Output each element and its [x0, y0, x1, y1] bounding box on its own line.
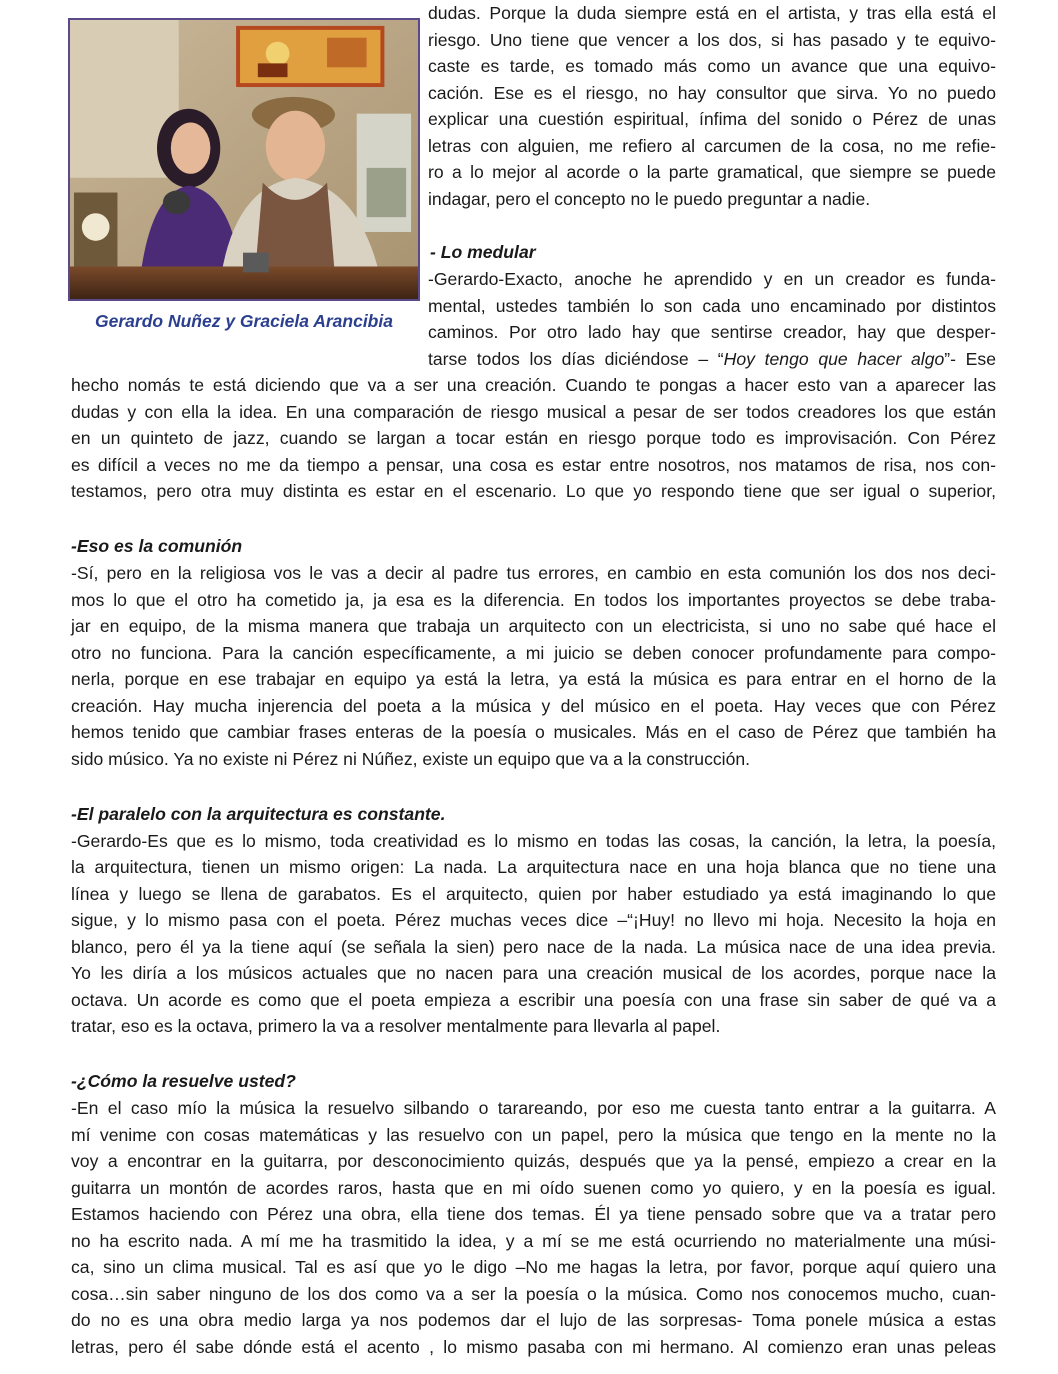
photo-caption: Gerardo Nuñez y Graciela Arancibia	[95, 311, 393, 331]
text-line: ca, sino un clima musical. Tal es así que yo le digo –No me hagas la letra, por favor, porque aquí quiero una	[71, 1257, 996, 1277]
text-line: caminos. Por otro lado hay que sentirse creador, hay que desper-	[428, 322, 996, 342]
text-line: es difícil a veces no me da tiempo a pensar, una cosa es estar entre nosotros, nos matamos de risa, nos con-	[71, 454, 996, 475]
section-heading-resuelve: -¿Cómo la resuelve usted?	[71, 1071, 296, 1091]
text-line: indagar, pero el concepto no le puedo preguntar a nadie.	[428, 188, 871, 209]
text-line: testamos, pero otra muy distinta es estar en el escenario. Lo que yo respondo tiene que ser igual o superior,	[71, 481, 996, 501]
text-line: Estamos haciendo con Pérez una obra, ella tiene dos temas. Él ya tiene pensado sobre que va a tratar pero	[71, 1204, 996, 1224]
quote-tail: ”- Ese	[944, 348, 996, 369]
text-line: tratar, eso es la octava, primero la va a resolver mentalmente para llevarla al papel.	[71, 1016, 721, 1036]
quote-lead: tarse todos los días diciéndose – “	[428, 348, 724, 369]
text-line: la arquitectura, tienen un mismo origen: La nada. La arquitectura nace en una hoja blanca que no tiene una	[71, 857, 996, 877]
text-line: letras con alguien, me refiero al carcumen de la cosa, no me refie-	[428, 135, 996, 156]
photo-illustration	[70, 20, 418, 299]
text-line: otro no funciona. Para la canción específicamente, a mi juicio se deben conocer profundamente para compo-	[71, 642, 996, 663]
text-line: sigue, y lo mismo pasa con el poeta. Pérez muchas veces dice –“¡Huy! no llevo mi hoja. Necesito la hoja en	[71, 910, 996, 930]
text-line: hecho nomás te está diciendo que va a ser una creación. Cuando te pongas a hacer esto van a aparecer las	[71, 375, 996, 395]
text-line: -En el caso mío la música la resuelvo silbando o tarareando, por eso me cuesta tanto entrar a la guitarra. A	[71, 1098, 996, 1118]
text-line: -Gerardo-Es que es lo mismo, toda creatividad es lo mismo en todas las cosas, la canción, la letra, la poesía,	[71, 830, 996, 851]
text-line-quote	[428, 346, 996, 373]
text-line: voy a encontrar en la guitarra, por desconocimiento quizás, después que ya la pensé, empiezo a crear en la	[71, 1151, 996, 1171]
section-heading-comunion: -Eso es la comunión	[71, 536, 243, 556]
text-line: línea y luego se llena de garabatos. Es el arquitecto, quien por haber estudiado ya está imaginando lo que	[71, 883, 996, 904]
text-line: -Gerardo-Exacto, anoche he aprendido y en un creador es funda-	[428, 269, 996, 289]
text-line: explicar una cuestión espiritual, ínfima del sonido o Pérez de unas	[428, 109, 996, 129]
text-line: sido músico. Ya no existe ni Pérez ni Núñez, existe un equipo que va a la construcción.	[71, 748, 751, 769]
text-line: hemos tenido que cambiar frases enteras de la poesía o musicales. Más en el caso de Pérez que también ha	[71, 722, 996, 742]
text-line: mos lo que el otro ha cometido ja, ja esa es la diferencia. En todos los importantes proyectos se debe traba-	[71, 589, 996, 610]
text-line: dudas. Porque la duda siempre está en el artista, y tras ella está el	[428, 3, 996, 23]
text-line: mental, ustedes también lo son cada uno encaminado por distintos	[428, 295, 996, 316]
text-line: mí venime con cosas matemáticas y las resuelvo con un papel, pero la música que tengo en la mente no la	[71, 1124, 996, 1145]
text-line: octava. Un acorde es como que el poeta empieza a escribir una poesía con una frase sin saber de qué va a	[71, 989, 996, 1010]
text-line: caste es tarde, es tomado más como un avance que una equivo-	[428, 56, 996, 76]
text-line: guitarra un montón de acordes raros, hasta que en mi oído suenen como yo quiero, y en la poesía es igual.	[71, 1177, 996, 1198]
text-line: creación. Hay mucha injerencia del poeta a la música y del músico en el poeta. Hay veces que con Pérez	[71, 695, 996, 716]
text-line: jar en equipo, de la misma manera que trabaja un arquitecto con un electricista, si uno no sabe qué hace el	[71, 616, 996, 636]
text-line: do no es una obra medio larga ya nos podemos dar el lujo de las sorpresas- Toma ponele música a estas	[71, 1310, 996, 1330]
section-heading-arquitectura: -El paralelo con la arquitectura es constante.	[71, 804, 446, 824]
text-line: blanco, pero él ya la tiene aquí (se señala la sien) pero nace de la nada. La música nace de una idea previa.	[71, 936, 996, 957]
text-line: ro a lo mejor al acorde o la parte gramatical, que siempre se puede	[428, 162, 996, 182]
interview-photo	[68, 18, 420, 301]
section-heading-lo-medular: - Lo medular	[430, 242, 536, 262]
text-line: en un quinteto de jazz, cuando se largan a tocar están en riesgo porque todo es improvisación. Con Pérez	[71, 428, 996, 448]
text-line: dudas y con ella la idea. En una comparación de riesgo musical a pesar de ser todos creadores los que están	[71, 401, 996, 422]
text-line: letras, pero él sabe dónde está el acento , lo mismo pasaba con mi hermano. Al comienzo eran unas peleas	[71, 1336, 996, 1357]
text-line: cosa…sin saber ninguno de los dos como va a ser la poesía o la música. Como nos conocemos mucho, cuan-	[71, 1283, 996, 1304]
text-line: nerla, porque en ese trabajar en equipo ya está la letra, ya está la música es para entrar en el horno de la	[71, 669, 996, 689]
text-line: no ha escrito nada. A mí me ha trasmitido la idea, y a mí se me está ocurriendo no materialmente una músi-	[71, 1230, 996, 1251]
text-line: Yo les diría a los músicos actuales que no nacen para una creación musical de los acordes, porque nace la	[71, 963, 996, 983]
quote-text: Hoy tengo que hacer algo	[723, 348, 945, 369]
text-line: cación. Ese es el riesgo, no hay consultor que sirva. Yo no puedo	[428, 82, 996, 103]
text-line: riesgo. Uno tiene que vencer a los dos, si has pasado y te equivo-	[428, 29, 996, 50]
text-line: -Sí, pero en la religiosa vos le vas a decir al padre tus errores, en cambio en esta comunión los dos nos deci-	[71, 563, 996, 583]
